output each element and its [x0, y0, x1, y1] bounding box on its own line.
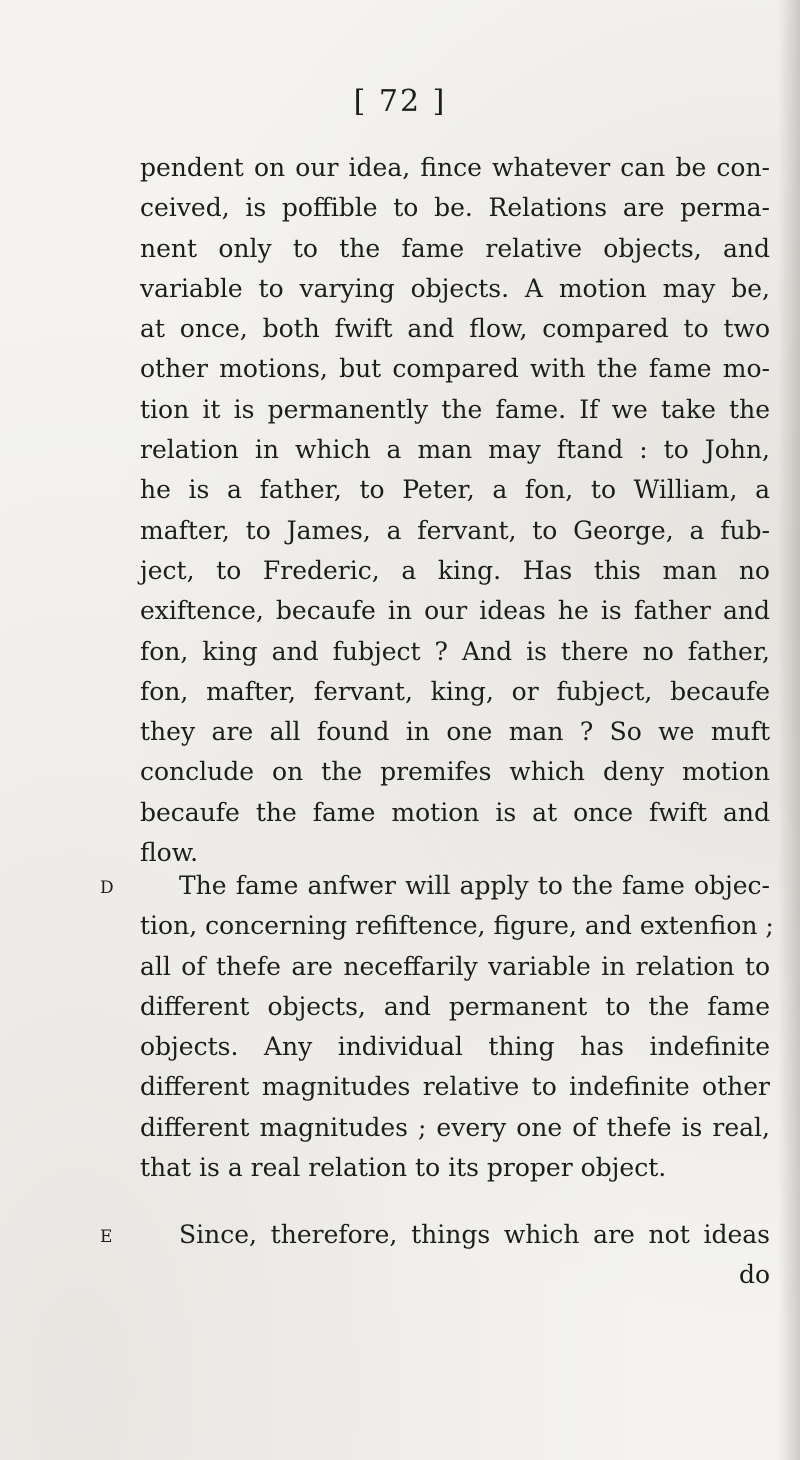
text-line: relation in which a man may ftand : to John, [140, 435, 770, 465]
text-line: becaufe the fame motion is at once fwift and [140, 797, 770, 827]
text-line: fon, king and fubject ? And is there no father, [140, 636, 770, 666]
page-number: [ 72 ] [353, 84, 447, 119]
text-line: fon, mafter, fervant, king, or fubject, becaufe [140, 676, 770, 706]
catchword: do [738, 1260, 770, 1290]
text-line: that is a real relation to its proper object. [140, 1153, 667, 1183]
text-line: Since, therefore, things which are not ideas [179, 1220, 770, 1249]
text-line: tion it is permanently the fame. If we take the [140, 394, 770, 424]
text-line: ject, to Frederic, a king. Has this man no [140, 555, 770, 585]
text-line: exiftence, becaufe in our ideas he is father and [140, 596, 770, 626]
margin-marker-e: E [100, 1227, 114, 1247]
text-line: different magnitudes relative to indefinite other [140, 1072, 770, 1102]
text-line: variable to varying objects. A motion may be, [140, 273, 770, 303]
text-line: other motions, but compared with the fame mo- [140, 354, 770, 384]
text-line: tion, concerning refiftence, figure, and extenfion ; [140, 911, 774, 941]
text-line: different objects, and permanent to the fame [140, 991, 770, 1021]
text-line: conclude on the premifes which deny motion [140, 757, 770, 787]
text-line: The fame anfwer will apply to the fame objec- [179, 871, 770, 900]
text-line: pendent on our idea, fince whatever can be con- [140, 153, 770, 182]
margin-marker-d: D [100, 878, 115, 898]
text-line: objects. Any individual thing has indefinite [140, 1032, 770, 1062]
text-line: mafter, to James, a fervant, to George, a fub- [140, 515, 770, 545]
page-edge-shadow [778, 0, 800, 1460]
text-line: ceived, is poffible to be. Relations are perma- [140, 193, 770, 223]
paragraph-e [140, 1215, 770, 1296]
text-line: flow. [140, 838, 199, 868]
text-line: at once, both fwift and flow, compared to two [140, 314, 770, 344]
text-line: he is a father, to Peter, a fon, to William, a [140, 475, 770, 505]
text-line: they are all found in one man ? So we muft [140, 717, 770, 747]
text-line: nent only to the fame relative objects, and [140, 233, 770, 263]
paragraph-1 [140, 148, 770, 873]
paragraph-d [140, 866, 774, 1188]
text-line: all of thefe are neceffarily variable in relation to [140, 951, 770, 981]
text-line: different magnitudes ; every one of thefe is real, [140, 1112, 770, 1142]
